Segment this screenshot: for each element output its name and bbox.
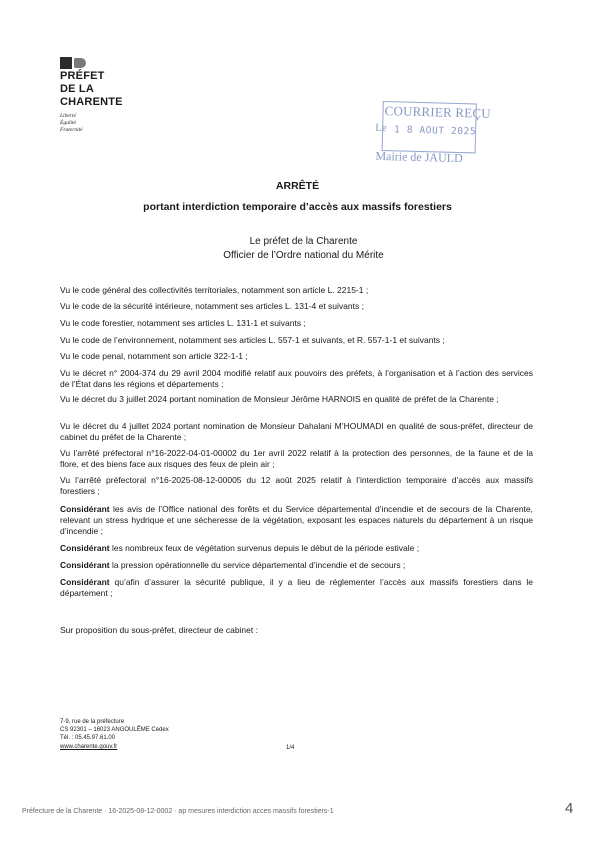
considerant-paragraph	[60, 577, 533, 599]
considerant-paragraph	[60, 318, 533, 329]
stamp-le: Le	[375, 121, 387, 135]
para-prefix: Vu	[60, 421, 71, 431]
stamp-header: COURRIER REÇU	[384, 103, 492, 121]
para-text: le code général des collectivités territoriales, notamment son article L. 2215-1 ;	[70, 285, 369, 295]
para-text: les avis de l’Office national des forêts et du Service départemental d’incendie et de secours de la Charente, relevant un stress hydrique et une sécheresse de la végétation, exposant les espaces naturels du département à un risque d’incendie ;	[60, 504, 533, 537]
motto-line: Égalité	[60, 120, 76, 126]
considerant-paragraph	[60, 335, 533, 346]
considerant-paragraph	[60, 448, 533, 470]
para-text: qu’afin d’assurer la sécurité publique, il y a lieu de réglementer l’accès aux massifs forestiers dans le département ;	[60, 577, 533, 599]
para-text: le code de la sécurité intérieure, notamment ses articles L. 131-4 et suivants ;	[70, 301, 364, 311]
para-text: le code de l’environnement, notamment ses articles L. 557-1 et suivants, et R. 557-1-1 et suivants ;	[70, 335, 445, 345]
page-number: 1/4	[286, 745, 295, 751]
considerant-paragraph	[60, 475, 533, 497]
address-line: CS 92301 – 16023 ANGOULÊME Cedex	[60, 727, 169, 733]
para-text: le décret du 3 juillet 2024 portant nomination de Monsieur Jérôme HARNOIS en qualité de préfet de la Charente ;	[70, 394, 499, 404]
handwritten-page-number: 4	[565, 800, 574, 817]
para-prefix: Considérant	[60, 560, 110, 570]
address-line: 7-9, rue de la préfecture	[60, 719, 125, 725]
authority-line: Le préfet de la Charente	[249, 236, 358, 247]
document-reference: Préfecture de la Charente · 16-2025-08-12-0002 · ap mesures interdiction acces massifs forestiers-1	[22, 808, 334, 815]
para-prefix: Vu	[60, 301, 71, 311]
para-text: l’arrêté préfectoral n°16-2022-04-01-00002 du 1er avril 2022 relatif à la protection des personnes, de la faune et de la flore, et des biens face aux risques des feux de plein air ;	[60, 448, 533, 470]
authority-line: Officier de l’Ordre national du Mérite	[223, 250, 384, 261]
considerant-paragraph	[60, 560, 533, 571]
stamp-date: 1 8 AOUT 2025	[393, 124, 477, 138]
para-prefix: Considérant	[60, 577, 110, 587]
logo-line: CHARENTE	[60, 96, 123, 108]
considerant-paragraph	[60, 368, 533, 390]
website-link[interactable]: www.charente.gouv.fr	[60, 744, 118, 750]
motto-line: Liberté	[60, 113, 76, 119]
considerant-paragraph	[60, 504, 533, 538]
stamp-mairie: Mairie de JAULD	[375, 148, 463, 166]
logo-line: DE LA	[60, 83, 94, 95]
considerant-paragraph	[60, 394, 533, 405]
para-text: le code penal, notamment son article 322-1-1 ;	[70, 351, 248, 361]
para-text: l’arrêté préfectoral n°16-2025-08-12-00005 du 12 août 2025 relatif à l’interdiction temporaire d’accès aux massifs forestiers ;	[60, 475, 533, 497]
para-prefix: Considérant	[60, 543, 110, 553]
para-prefix: Vu	[60, 351, 71, 361]
address-line: Tél. : 05.45.97.61.00	[60, 735, 116, 741]
para-prefix: Vu	[60, 448, 71, 458]
logo-line: PRÉFET	[60, 70, 105, 82]
para-text: la pression opérationnelle du service départemental d’incendie et de secours ;	[109, 560, 406, 570]
para-prefix: Vu	[60, 368, 71, 378]
motto-line: Fraternité	[60, 127, 83, 133]
republic-motto	[60, 113, 83, 134]
marianne-logo-icon	[60, 57, 88, 69]
document-title: ARRÊTÉ	[275, 180, 320, 192]
para-text: les nombreux feux de végétation survenus depuis le début de la période estivale ;	[109, 543, 420, 553]
received-stamp	[357, 98, 492, 171]
considerant-paragraph	[60, 421, 533, 443]
para-prefix: Vu	[60, 475, 71, 485]
para-text: le code forestier, notamment ses articles L. 131-1 et suivants ;	[70, 318, 306, 328]
document-subtitle: portant interdiction temporaire d’accès aux massifs forestiers	[143, 201, 452, 213]
para-prefix: Vu	[60, 335, 71, 345]
para-prefix: Vu	[60, 285, 71, 295]
para-text: le décret n° 2004-374 du 29 avril 2004 modifié relatif aux pouvoirs des préfets, à l’organisation et à l’action des services de l’État dans les régions et départements ;	[60, 368, 533, 390]
considerant-paragraph	[60, 285, 533, 296]
para-prefix: Considérant	[60, 504, 110, 514]
considerant-paragraph	[60, 543, 533, 554]
prefecture-logo-text	[60, 70, 123, 109]
para-prefix: Vu	[60, 394, 71, 404]
considerant-paragraph	[60, 351, 533, 362]
proposal-line: Sur proposition du sous-préfet, directeur de cabinet :	[60, 625, 258, 635]
para-text: le décret du 4 juillet 2024 portant nomination de Monsieur Dahalani M’HOUMADI en qualité de sous-préfet, directeur de cabinet du préfet de la Charente ;	[60, 421, 533, 443]
considerant-paragraph	[60, 301, 533, 312]
para-prefix: Vu	[60, 318, 71, 328]
